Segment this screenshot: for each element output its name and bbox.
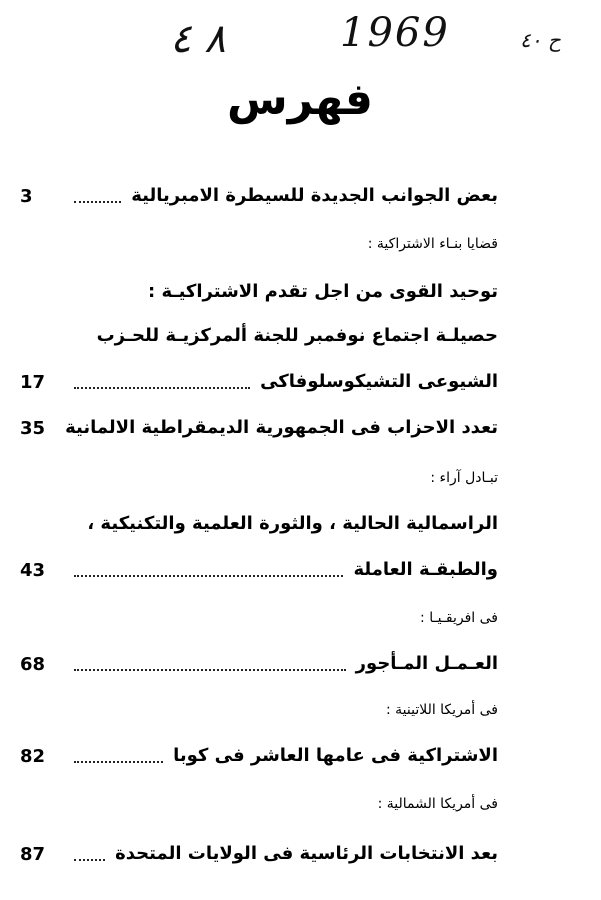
toc-entry: [20, 272, 498, 312]
toc-page-number: 17: [20, 371, 46, 393]
toc-section-header: [20, 224, 538, 264]
toc-entry: [20, 504, 498, 544]
toc-page-number: 82: [20, 745, 46, 767]
toc-entry-title: تعدد الاحزاب فى الجمهورية الديمقراطية الالمانية: [65, 417, 498, 438]
toc-entry: [20, 550, 538, 590]
leader-dots: [74, 761, 163, 763]
handwritten-year: 1969: [340, 10, 450, 56]
leader-dots: [74, 387, 250, 389]
toc-entry: [20, 736, 498, 776]
toc-entry: [20, 176, 498, 216]
toc-entry-title: الاشتراكية فى عامها العاشر فى كوبا: [173, 745, 498, 766]
toc-page-number: 87: [20, 843, 46, 865]
toc-entry-title: العـمـل المـأجور: [355, 653, 498, 674]
toc-page-number: 35: [20, 417, 46, 439]
section-label: فى افريقـيـا :: [420, 610, 498, 626]
toc-section-header: [20, 458, 538, 498]
toc-page-number: 68: [20, 653, 46, 675]
toc-entry: [20, 408, 498, 448]
handwritten-corner-note: ح ٤٠: [520, 28, 561, 52]
leader-dots: [74, 201, 121, 203]
toc-page-number: 3: [20, 185, 33, 207]
page-title: فهرس: [227, 74, 373, 125]
toc-entry-title: بعض الجوانب الجديدة للسيطرة الامبريالية: [131, 185, 498, 206]
toc-entry-title: توحيد القوى من اجل تقدم الاشتراكيـة :: [148, 281, 498, 302]
toc-entry-title: حصيلـة اجتماع نوفمبر للجنة ألمركزيـة للحـزب: [96, 325, 498, 346]
section-label: فى أمريكا اللاتينية :: [385, 702, 498, 718]
leader-dots: [74, 859, 105, 861]
section-label: تبـادل آراء :: [430, 470, 498, 486]
toc-entry-title: الشيوعى التشيكوسلوفاكى: [260, 371, 498, 392]
toc-entry: [20, 316, 498, 356]
toc-entry: [20, 362, 538, 402]
toc-entry: [20, 644, 498, 684]
toc-section-header: [20, 784, 538, 824]
toc-page-number: 43: [20, 559, 46, 581]
leader-dots: [74, 669, 346, 671]
toc-entry-title: والطبقـة العاملة: [353, 559, 498, 580]
toc-entry: [20, 834, 498, 874]
toc-entry-title: بعد الانتخابات الرئاسية فى الولايات المتحدة: [115, 843, 498, 864]
toc-entry-title: الراسمالية الحالية ، والثورة العلمية والتكنيكية ،: [87, 513, 498, 534]
section-label: قضايا بنـاء الاشتراكية :: [367, 236, 498, 252]
toc-section-header: [20, 598, 538, 638]
handwritten-note: ٨ ٤: [170, 16, 226, 62]
leader-dots: [74, 575, 343, 577]
toc-section-header: [20, 690, 538, 730]
section-label: فى أمريكا الشمالية :: [377, 796, 498, 812]
